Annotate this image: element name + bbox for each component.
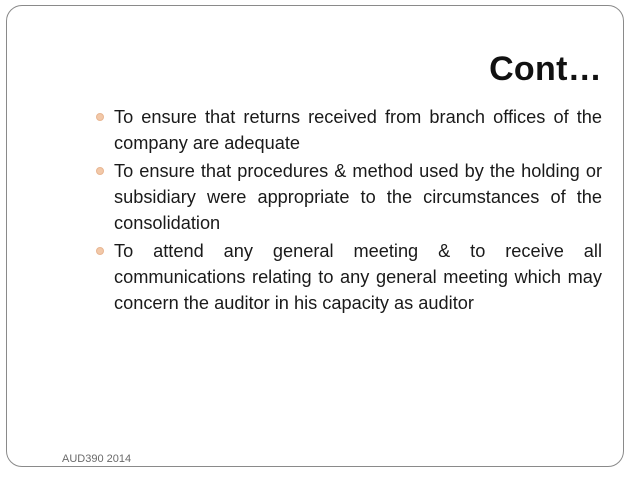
bullet-list <box>114 104 602 318</box>
bullet-dot-icon <box>96 167 104 175</box>
slide-footer: AUD390 2014 <box>62 453 132 465</box>
bullet-text: To ensure that procedures & method used by the holding or subsidiary were appropriate to the circumstances of the consolidation <box>114 161 602 233</box>
bullet-item-general-meeting <box>114 238 602 316</box>
bullet-item-returns <box>114 104 602 156</box>
bullet-text: To attend any general meeting & to receive all communications relating to any general meeting which may concern the auditor in his capacity as auditor <box>114 241 602 313</box>
bullet-dot-icon <box>96 247 104 255</box>
slide-title: Cont… <box>489 50 602 88</box>
bullet-item-procedures <box>114 158 602 236</box>
bullet-text: To ensure that returns received from branch offices of the company are adequate <box>114 107 602 153</box>
bullet-dot-icon <box>96 113 104 121</box>
